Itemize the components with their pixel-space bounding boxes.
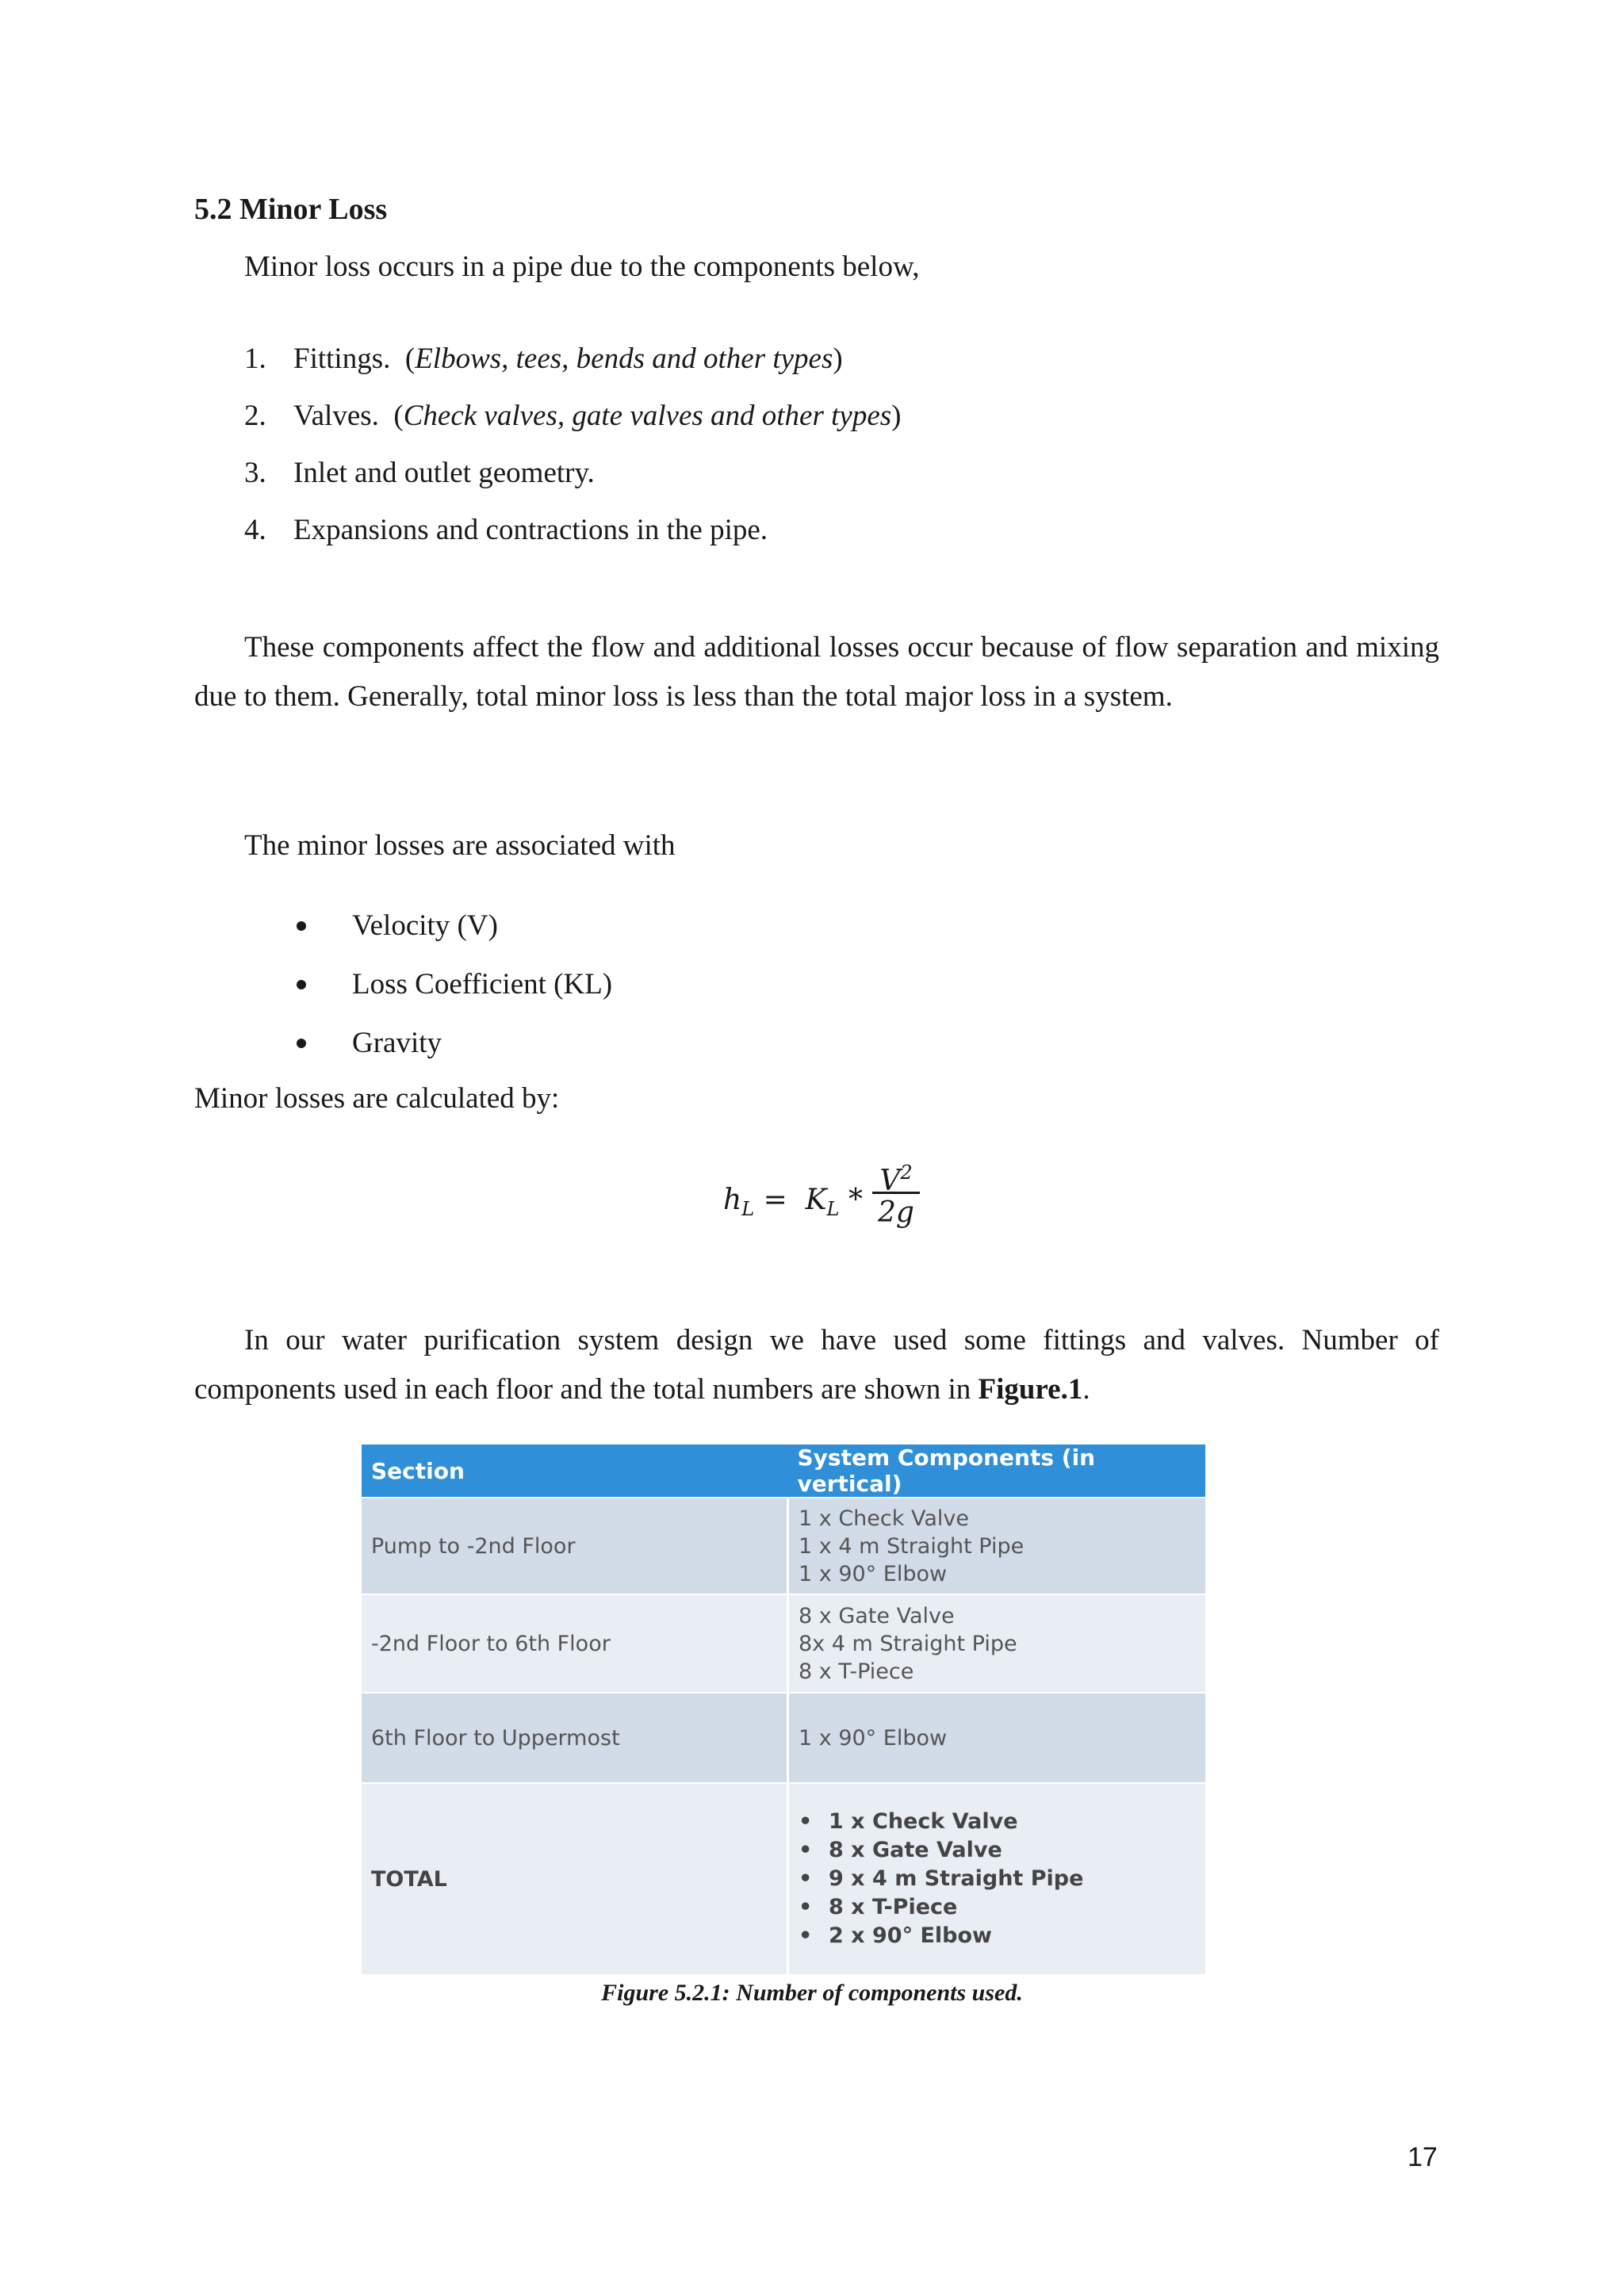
- row-section: Pump to -2nd Floor: [362, 1498, 788, 1594]
- table-row: [362, 1693, 1205, 1783]
- factor-text: Loss Coefficient (KL): [352, 968, 613, 1001]
- list-item: 2. Valves. (Check valves, gate valves and other types): [244, 398, 901, 455]
- associated-intro: The minor losses are associated with: [244, 829, 676, 862]
- paragraph-text: These components affect the flow and additional losses occur because of flow separation and mixing due to them. Generally, total minor loss is less than the total major loss in a system.: [194, 631, 1439, 713]
- bullet-icon: [297, 921, 306, 931]
- list-text: Valves.: [293, 400, 379, 432]
- row-section: -2nd Floor to 6th Floor: [362, 1594, 788, 1693]
- components-table: [362, 1445, 1205, 1974]
- list-item: [244, 512, 901, 569]
- table-row-total: [362, 1783, 1205, 1974]
- list-text: Inlet and outlet geometry.: [293, 457, 595, 489]
- formula-numerator: [872, 1154, 920, 1197]
- list-number: 2.: [244, 400, 266, 432]
- formula-v-sup: 2: [900, 1161, 913, 1184]
- component-item: • 8 x T-Piece: [799, 1893, 1196, 1922]
- table-row: [362, 1498, 1205, 1594]
- list-item: [293, 908, 612, 966]
- component-item: • 8 x Gate Valve: [799, 1836, 1196, 1865]
- component-item: • 9 x 4 m Straight Pipe: [799, 1865, 1196, 1893]
- paragraph-end: .: [1082, 1373, 1090, 1406]
- row-section: 6th Floor to Uppermost: [362, 1693, 788, 1783]
- formula-h-sub: L: [741, 1198, 755, 1220]
- component-item: 1 x Check Valve: [799, 1506, 969, 1531]
- list-item: [293, 1025, 612, 1084]
- list-number: 4.: [244, 514, 266, 546]
- list-italic: Check valves, gate valves and other types: [403, 400, 892, 432]
- list-number: 1.: [244, 342, 266, 375]
- factor-text: Gravity: [352, 1027, 442, 1059]
- formula-lhs: [723, 1184, 863, 1220]
- component-item: 8x 4 m Straight Pipe: [799, 1631, 1017, 1656]
- component-item: 1 x 90° Elbow: [799, 1725, 948, 1751]
- row-components: [788, 1498, 1206, 1594]
- formula-denominator: 2g: [878, 1196, 914, 1229]
- formula-k-sub: L: [826, 1198, 840, 1220]
- intro-text: Minor loss occurs in a pipe due to the components below,: [244, 251, 920, 283]
- formula-v: V: [879, 1165, 901, 1197]
- component-item: 1 x 4 m Straight Pipe: [799, 1533, 1025, 1559]
- list-italic: Elbows, tees, bends and other types: [415, 342, 833, 375]
- list-number: 3.: [244, 457, 266, 489]
- table-header-row: [362, 1445, 1205, 1498]
- table-row: [362, 1594, 1205, 1693]
- formula-h: h: [723, 1184, 742, 1216]
- components-list: [244, 341, 901, 569]
- row-components-total: [788, 1783, 1206, 1974]
- bullet-icon: [297, 980, 306, 989]
- component-item: 8 x Gate Valve: [799, 1603, 955, 1628]
- formula-fraction: [872, 1154, 920, 1232]
- header-section: Section: [362, 1445, 788, 1498]
- row-components: [788, 1594, 1206, 1693]
- component-item: • 2 x 90° Elbow: [799, 1922, 1196, 1950]
- list-item: [293, 966, 612, 1025]
- list-item: 1. Fittings. (Elbows, tees, bends and other types): [244, 341, 901, 398]
- figure-caption: Figure 5.2.1: Number of components used.: [601, 1980, 1023, 2006]
- list-text: Expansions and contractions in the pipe.: [293, 514, 768, 546]
- page-number: 17: [1408, 2142, 1438, 2172]
- formula-equals: =: [763, 1184, 787, 1216]
- list-text: Fittings.: [293, 342, 391, 375]
- section-heading: 5.2 Minor Loss: [194, 193, 388, 226]
- formula-k: K: [805, 1184, 827, 1216]
- factor-text: Velocity (V): [352, 909, 498, 942]
- component-item: • 1 x Check Valve: [799, 1808, 1196, 1836]
- row-section-total: TOTAL: [362, 1783, 788, 1974]
- header-components: System Components (in vertical): [788, 1445, 1206, 1498]
- row-components: [788, 1693, 1206, 1783]
- factors-list: [293, 908, 612, 1084]
- paragraph-design: [194, 1316, 1439, 1414]
- list-item: [244, 455, 901, 512]
- figure-ref: Figure.1: [978, 1373, 1083, 1406]
- bullet-icon: [297, 1039, 306, 1048]
- formula-times: *: [848, 1184, 863, 1216]
- component-item: 8 x T-Piece: [799, 1659, 914, 1684]
- calc-intro: Minor losses are calculated by:: [194, 1082, 560, 1115]
- paragraph-text: In our water purification system design we have used some fittings and valves. Number of components used in each floor and the total numbers are shown in: [194, 1324, 1439, 1406]
- paragraph-components-effect: [194, 623, 1439, 721]
- component-item: 1 x 90° Elbow: [799, 1561, 948, 1586]
